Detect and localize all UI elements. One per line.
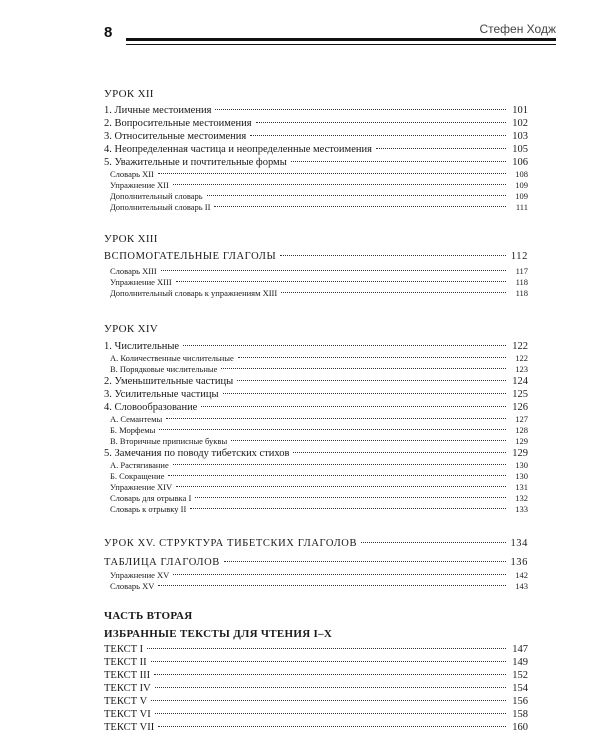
- toc-label: В. Вторичные приписные буквы: [110, 436, 228, 446]
- toc-page: 102: [512, 118, 528, 129]
- leader-dots: [215, 109, 506, 110]
- toc-label: Словарь XIII: [110, 266, 157, 276]
- running-header: [104, 20, 556, 50]
- toc-page: 152: [512, 670, 528, 681]
- toc-page: 130: [515, 471, 528, 481]
- toc-entry[interactable]: [104, 460, 528, 471]
- toc-page: 105: [512, 144, 528, 155]
- toc-label: ТАБЛИЦА ГЛАГОЛОВ: [104, 557, 220, 568]
- leader-dots: [238, 357, 506, 358]
- toc-page: 142: [515, 570, 528, 580]
- toc-entry[interactable]: [104, 375, 528, 388]
- toc-page: 160: [512, 722, 528, 733]
- toc-entry[interactable]: [104, 436, 528, 447]
- toc-page: 134: [510, 538, 528, 549]
- toc-label: 3. Относительные местоимения: [104, 131, 247, 142]
- lesson-14-title: УРОК XIV: [104, 323, 159, 335]
- leader-dots: [221, 368, 506, 369]
- toc-label: 2. Вопросительные местоимения: [104, 118, 252, 129]
- leader-dots: [154, 674, 506, 675]
- toc-label: 5. Уважительные и почтительные формы: [104, 157, 287, 168]
- toc-label: 4. Неопределенная частица и неопределенные местоимения: [104, 144, 372, 155]
- toc-page: 117: [515, 266, 528, 276]
- toc-entry[interactable]: [104, 364, 528, 375]
- toc-label: Дополнительный словарь II: [110, 202, 211, 212]
- toc-entry[interactable]: [104, 202, 528, 213]
- header-rule-thick: [126, 38, 556, 41]
- toc-label: Словарь к отрывку II: [110, 504, 187, 514]
- toc-label: Словарь XV: [110, 581, 155, 591]
- leader-dots: [166, 418, 506, 419]
- lesson-12-subitems: [104, 169, 528, 213]
- leader-dots: [237, 380, 506, 381]
- toc-entry[interactable]: [104, 117, 528, 130]
- leader-dots: [155, 713, 506, 714]
- toc-page: 149: [512, 657, 528, 668]
- toc-entry[interactable]: [104, 581, 528, 592]
- leader-dots: [183, 345, 506, 346]
- toc-entry[interactable]: [104, 130, 528, 143]
- toc-page: 127: [515, 414, 528, 424]
- leader-dots: [151, 661, 506, 662]
- toc-entry[interactable]: [104, 695, 528, 708]
- leader-dots: [361, 542, 506, 543]
- part-two-subtitle: ИЗБРАННЫЕ ТЕКСТЫ ДЛЯ ЧТЕНИЯ I–X: [104, 628, 333, 640]
- leader-dots: [155, 687, 506, 688]
- leader-dots: [224, 561, 506, 562]
- part-two-title: ЧАСТЬ ВТОРАЯ: [104, 610, 193, 622]
- leader-dots: [161, 270, 506, 271]
- author-name: Стефен Ходж: [479, 22, 556, 36]
- toc-label: 4. Словообразование: [104, 402, 198, 413]
- toc-label: 3. Усилительные частицы: [104, 389, 219, 400]
- toc-entry[interactable]: [104, 266, 528, 277]
- toc-page: 154: [512, 683, 528, 694]
- toc-page: 111: [515, 202, 528, 212]
- toc-label: 1. Числительные: [104, 341, 180, 352]
- toc-label: А. Количественные числительные: [110, 353, 234, 363]
- toc-page: 118: [515, 288, 528, 298]
- toc-entry[interactable]: [104, 143, 528, 156]
- leader-dots: [176, 281, 506, 282]
- lesson-14-items: [104, 340, 528, 515]
- toc-entry[interactable]: [104, 721, 528, 734]
- leader-dots: [201, 406, 506, 407]
- toc-label: 1. Личные местоимения: [104, 105, 212, 116]
- toc-entry[interactable]: [104, 570, 528, 581]
- toc-entry[interactable]: [104, 180, 528, 191]
- part-two-texts: [104, 643, 528, 734]
- header-rule-thin: [126, 44, 556, 45]
- toc-page: 147: [512, 644, 528, 655]
- toc-page: 124: [512, 376, 528, 387]
- toc-page: 101: [512, 105, 528, 116]
- toc-page: 108: [515, 169, 528, 179]
- lesson-13-heading[interactable]: [104, 250, 528, 264]
- toc-entry[interactable]: [104, 493, 528, 504]
- leader-dots: [158, 726, 506, 727]
- toc-page: 129: [512, 448, 528, 459]
- leader-dots: [256, 122, 506, 123]
- leader-dots: [158, 585, 506, 586]
- toc-label: Дополнительный словарь к упражнениям XIII: [110, 288, 278, 298]
- leader-dots: [231, 440, 506, 441]
- toc-entry[interactable]: [104, 682, 528, 695]
- toc-page: 122: [512, 341, 528, 352]
- toc-label: Б. Сокращение: [110, 471, 165, 481]
- toc-page: 128: [515, 425, 528, 435]
- toc-page: 158: [512, 709, 528, 720]
- toc-label: ТЕКСТ VI: [104, 709, 151, 720]
- toc-page: 143: [515, 581, 528, 591]
- toc-label: Словарь для отрывка I: [110, 493, 192, 503]
- toc-label: Дополнительный словарь: [110, 191, 203, 201]
- leader-dots: [280, 255, 506, 256]
- toc-entry[interactable]: [104, 425, 528, 436]
- toc-page: 133: [515, 504, 528, 514]
- leader-dots: [376, 148, 506, 149]
- toc-entry[interactable]: [104, 104, 528, 117]
- leader-dots: [190, 508, 506, 509]
- toc-label: УРОК XV. СТРУКТУРА ТИБЕТСКИХ ГЛАГОЛОВ: [104, 538, 358, 549]
- leader-dots: [223, 393, 506, 394]
- toc-entry[interactable]: [104, 414, 528, 425]
- toc-label: ВСПОМОГАТЕЛЬНЫЕ ГЛАГОЛЫ: [104, 251, 277, 262]
- toc-page: 132: [515, 493, 528, 503]
- toc-label: 5. Замечания по поводу тибетских стихов: [104, 448, 290, 459]
- toc-page: 109: [515, 180, 528, 190]
- toc-page: 112: [510, 251, 528, 262]
- toc-label: 2. Уменьшительные частицы: [104, 376, 234, 387]
- toc-entry[interactable]: [104, 191, 528, 202]
- toc-page: 125: [512, 389, 528, 400]
- toc-label: Б. Морфемы: [110, 425, 156, 435]
- leader-dots: [214, 206, 506, 207]
- toc-entry[interactable]: [104, 669, 528, 682]
- toc-label: ТЕКСТ VII: [104, 722, 155, 733]
- toc-page: 103: [512, 131, 528, 142]
- toc-label: ТЕКСТ II: [104, 657, 147, 668]
- leader-dots: [151, 700, 506, 701]
- toc-entry[interactable]: [104, 353, 528, 364]
- leader-dots: [293, 452, 506, 453]
- toc-page: 129: [515, 436, 528, 446]
- leader-dots: [168, 475, 506, 476]
- toc-entry[interactable]: [104, 447, 528, 460]
- toc-entry[interactable]: [104, 504, 528, 515]
- toc-entry[interactable]: [104, 340, 528, 353]
- toc-page: 126: [512, 402, 528, 413]
- lesson-12-title: УРОК XII: [104, 88, 154, 100]
- toc-page: 118: [515, 277, 528, 287]
- leader-dots: [250, 135, 506, 136]
- leader-dots: [291, 161, 506, 162]
- leader-dots: [176, 486, 506, 487]
- leader-dots: [173, 574, 506, 575]
- toc-label: А. Растягивание: [110, 460, 169, 470]
- toc-page: 136: [510, 557, 528, 568]
- toc-page: 130: [515, 460, 528, 470]
- lesson-15-subitems: [104, 570, 528, 592]
- lesson-13-subitems: [104, 266, 528, 299]
- toc-page: 109: [515, 191, 528, 201]
- toc-page: 106: [512, 157, 528, 168]
- toc-page: 122: [515, 353, 528, 363]
- toc-label: ТЕКСТ III: [104, 670, 151, 681]
- toc-label: ТЕКСТ IV: [104, 683, 151, 694]
- leader-dots: [207, 195, 506, 196]
- toc-entry[interactable]: [104, 169, 528, 180]
- toc-label: В. Порядковые числительные: [110, 364, 218, 374]
- leader-dots: [173, 184, 506, 185]
- toc-entry[interactable]: [104, 482, 528, 493]
- toc-label: Упражнение XII: [110, 180, 169, 190]
- toc-entry[interactable]: [104, 288, 528, 299]
- toc-page: 131: [515, 482, 528, 492]
- toc-entry[interactable]: [104, 708, 528, 721]
- leader-dots: [281, 292, 506, 293]
- toc-label: ТЕКСТ V: [104, 696, 148, 707]
- toc-label: Упражнение XIV: [110, 482, 173, 492]
- toc-page: 123: [515, 364, 528, 374]
- lesson-12-items: [104, 104, 528, 169]
- toc-label: А. Семантемы: [110, 414, 163, 424]
- leader-dots: [173, 464, 506, 465]
- table-of-contents: [104, 86, 528, 734]
- lesson-13-title: УРОК XIII: [104, 233, 158, 245]
- toc-label: Словарь XII: [110, 169, 154, 179]
- leader-dots: [147, 648, 506, 649]
- toc-entry[interactable]: [104, 656, 528, 669]
- leader-dots: [159, 429, 506, 430]
- toc-entry[interactable]: [104, 156, 528, 169]
- toc-entry[interactable]: [104, 277, 528, 288]
- toc-label: Упражнение XV: [110, 570, 170, 580]
- toc-label: ТЕКСТ I: [104, 644, 144, 655]
- toc-entry[interactable]: [104, 388, 528, 401]
- toc-entry[interactable]: [104, 471, 528, 482]
- leader-dots: [195, 497, 506, 498]
- lesson-15-heading[interactable]: [104, 537, 528, 551]
- page-number: 8: [104, 24, 113, 41]
- leader-dots: [158, 173, 506, 174]
- toc-page: 156: [512, 696, 528, 707]
- toc-entry[interactable]: [104, 401, 528, 414]
- toc-entry[interactable]: [104, 643, 528, 656]
- lesson-15-table[interactable]: [104, 556, 528, 570]
- toc-label: Упражнение XIII: [110, 277, 172, 287]
